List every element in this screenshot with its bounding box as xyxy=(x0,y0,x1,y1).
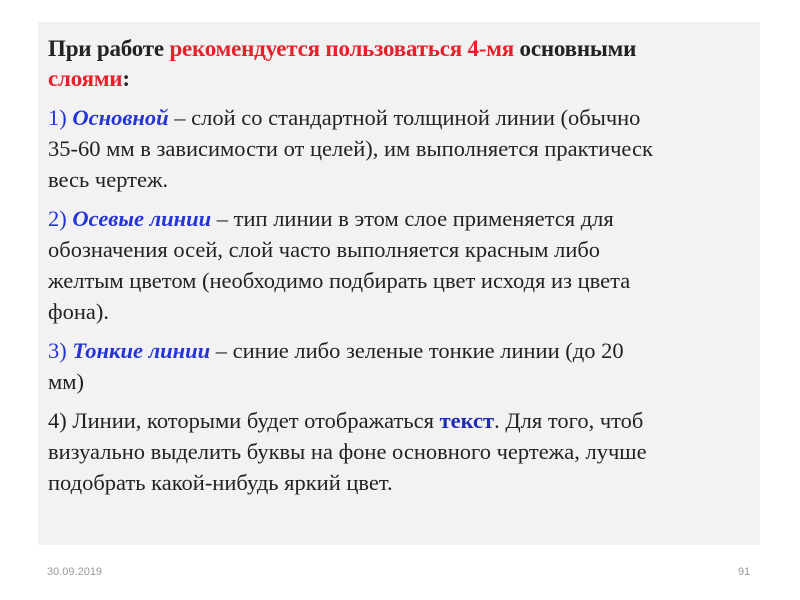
heading-highlight-1: рекомендуется пользоваться 4-мя xyxy=(169,36,514,61)
item-3-number: 3) xyxy=(48,338,67,363)
slide-heading xyxy=(48,34,760,94)
item-4-number: 4) xyxy=(48,408,67,433)
item-2-line-2: обозначения осей, слой часто выполняется красным либо xyxy=(48,237,601,262)
item-2-line-1: – тип линии в этом слое применяется для xyxy=(211,206,614,231)
item-4-line-3: подобрать какой-нибудь яркий цвет. xyxy=(48,470,393,495)
heading-suffix: : xyxy=(122,66,130,91)
item-1-number: 1) xyxy=(48,105,67,130)
item-3-line-2: мм) xyxy=(48,369,84,394)
item-1-line-3: весь чертеж. xyxy=(48,167,169,192)
item-1-line-1: – слой со стандартной толщиной линии (обычно xyxy=(168,105,641,130)
item-4-line-1: . Для того, чтоб xyxy=(494,408,644,433)
item-4-term: текст xyxy=(439,408,495,433)
list-item-2 xyxy=(48,203,760,327)
item-1-term: Основной xyxy=(72,105,169,130)
item-2-number: 2) xyxy=(48,206,67,231)
item-3-term: Тонкие линии xyxy=(72,338,211,363)
item-2-line-4: фона). xyxy=(48,299,109,324)
content-panel xyxy=(38,22,760,545)
page-number: 91 xyxy=(738,566,751,578)
item-2-term: Осевые линии xyxy=(72,206,212,231)
footer-date: 30.09.2019 xyxy=(47,566,103,578)
item-3-line-1: – синие либо зеленые тонкие линии (до 20 xyxy=(210,338,624,363)
heading-highlight-2: слоями xyxy=(48,66,123,91)
list-item-3 xyxy=(48,335,760,397)
text-block xyxy=(48,34,760,498)
item-4-line-2: визуально выделить буквы на фоне основного чертежа, лучше xyxy=(48,439,647,464)
item-4-pre: Линии, которыми будет отображаться xyxy=(66,408,440,433)
item-1-line-2: 35-60 мм в зависимости от целей), им выполняется практическ xyxy=(48,136,653,161)
item-2-line-3: желтым цветом (необходимо подбирать цвет исходя из цвета xyxy=(48,268,631,293)
list-item-1 xyxy=(48,102,760,195)
heading-prefix: При работе xyxy=(48,36,170,61)
list-item-4 xyxy=(48,405,760,498)
heading-middle: основными xyxy=(514,36,637,61)
